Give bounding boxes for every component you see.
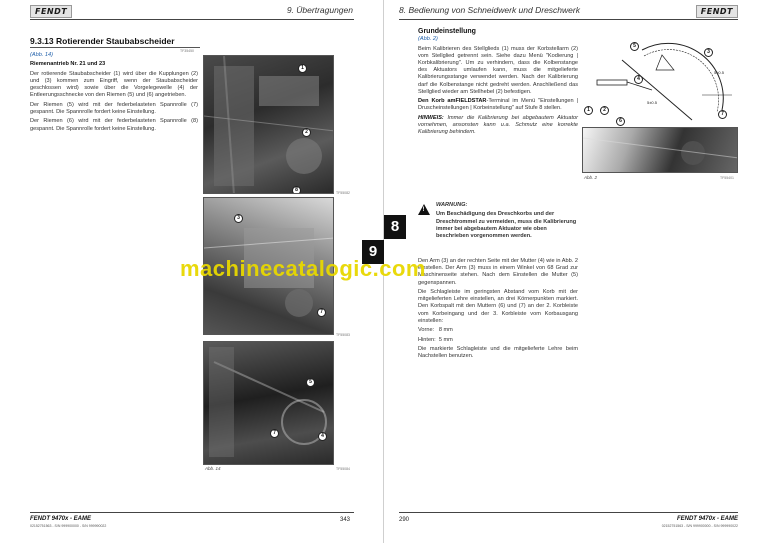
warning-icon [418,204,430,215]
photo-illustration [583,128,738,173]
rear-value: 5 mm [438,336,453,343]
callout-1: 1 [298,64,307,73]
paragraph: Der rotierende Staubabscheider (1) wird über die Kupplungen (2) und (3) kommen zum Eingriff, wenn der Staubabscheider geschlossen wird) sowie über die Vorgelegewelle (4) der Entleerungsschnecke von den Riemen (5) und (6) angetrieben. [30,70,198,99]
paragraph: Der Riemen (5) wird mit der federbelasteten Spannrolle (7) gespannt. Die Spannrolle fordert keine Einstellung. [30,101,198,115]
photo-id: TF55083 [336,333,351,337]
callout-2: 2 [600,106,609,115]
section-title: Grundeinstellung [418,28,476,35]
callout-1: 1 [584,106,593,115]
hint-label: HINWEIS: [418,114,444,121]
chapter-title: 9. Übertragungen [286,5,353,15]
photo-concave-adjust [582,127,738,173]
callout-6: 6 [616,117,625,126]
callout-7: 7 [270,429,279,438]
page-number: 290 [399,517,410,523]
chapter-tab-marker: 8 [384,215,406,239]
warning-text-block [436,202,578,242]
figure-caption: Abb. 2 [584,175,598,180]
callout-2: 2 [302,128,311,137]
photo-illustration [204,56,334,194]
figure-caption: Abb. 14 [205,466,221,471]
front-value: 8 mm [438,327,453,334]
hint-text: Immer die Kalibrierung bei abgebautem Aktuator vornehmen, ansonsten kann u.a. Schmutz eine korrekte Kalibrierung behindern. [418,114,578,136]
photo-illustration [204,342,334,465]
figure-id: TF35450 [180,49,195,53]
paragraph: Beim Kalibrieren des Stellglieds (1) muss der Korbstellarm (2) vom Stellglied getrennt sein. Siehe dazu Menü "Kodierung | Korbkalibrierung". Um zu verhindern, dass die Kolbenstange des Aktuators umlaufen kann, muss die mitgelieferte Kalibrierungsstange verwendet werden. Nach der Kalibrierung darf die Kolbenstange nicht gedreht werden. Anschließend das Stellglied wieder am Stellhebel (2) befestigen. [418,45,578,95]
section-rule [30,47,200,48]
terminal-note-lead: Den Korb amFIELDSTAR [418,98,487,105]
callout-4: 4 [634,75,643,84]
warning-block [418,202,578,257]
paragraph: Die Schlagleiste im geringsten Abstand vom Korb mit der mitgelieferten Lehre einstellen, an drei Körnerpunkten markiert. Den Korbspalt mit den Muttern (6) und (7) an der 2. Korbleiste vom Korbeingang und der 3. Korbleiste vom Korbausgang einstellen: [418,289,578,324]
paragraph: Der Riemen (6) wird mit der federbelasteten Spannrolle (8) gespannt. Die Spannrolle fordert keine Einstellung. [30,118,198,132]
front-label: Vorne: [418,327,435,334]
callout-5: 5 [630,42,639,51]
warning-label: WARNUNG: [436,202,468,208]
chapter-tab-marker: 9 [362,240,384,264]
callout-8: 8 [292,186,301,194]
footer-serial: 02152751563 - S/N 999900000 - S/N 999990022 [30,524,107,528]
fendt-logo: FENDT [696,5,738,18]
photo-id: TF55082 [336,191,351,195]
header-rule [399,19,738,20]
callout-5: 5 [306,378,315,387]
figure-link[interactable]: (Abb. 2) [418,36,438,43]
figure-link[interactable]: (Abb. 14) [30,52,54,58]
callout-4: 4 [318,432,327,441]
body-text [30,52,198,135]
rear-label: Hinten: [418,336,436,343]
chapter-title: 8. Bedienung von Schneidwerk und Dreschwerk [399,5,580,15]
footer-serial: 02152751563 - S/N 999900000 - S/N 999990022 [661,524,738,528]
footer-rule [30,512,354,513]
footer-model: FENDT 9470x - EAME [676,516,738,522]
paragraph: Die markierte Schlagleiste und die mitgelieferte Lehre beim Nachstellen benutzen. [418,345,578,360]
callout-7: 7 [718,110,727,119]
photo-dust-separator [203,55,334,194]
terminal-note: -Terminal im Menü "Einstellungen | Druscheinstellungen | Korbeinstellung" auf Stufe 8 stellen. [418,98,579,112]
body-text [418,28,578,139]
paragraph: Den Arm (3) an der rechten Seite mit der Mutter (4) wie in Abb. 2 einstellen. Der Arm (3) muss in einem Winkel von 68 Grad zur Maschinenseite stehen. Nach dem Einstellen die Mutter (5) gegenspannen. [418,258,578,286]
callout-3: 3 [234,214,243,223]
concave-diagram [582,40,738,126]
header-rule [30,19,354,20]
page-number: 343 [340,517,351,523]
watermark: machinecatalogic.com [180,256,426,281]
warning-text: Um Beschädigung des Dreschkorbs und der Dreschtrommel zu vermeiden, muss die Kalibrierung immer bei abgebautem Aktuator wie oben beschrieben vorgenommen werden. [436,211,577,239]
footer-model: FENDT 9470x - EAME [30,516,92,522]
dimension-label: 5±0.5 [647,100,657,105]
photo-id: TF55084 [336,467,351,471]
callout-7: 7 [317,308,326,317]
fendt-logo: FENDT [30,5,72,18]
footer-rule [399,512,738,513]
callout-3: 3 [704,48,713,57]
subheading: Riemenantrieb Nr. 21 und 23 [30,61,106,68]
dimension-label: 5±0.5 [714,70,724,75]
section-title: 9.3.13 Rotierender Staubabscheider [30,36,175,46]
figure-id: TF55401 [720,176,735,180]
photo-belt-drive [203,341,334,465]
